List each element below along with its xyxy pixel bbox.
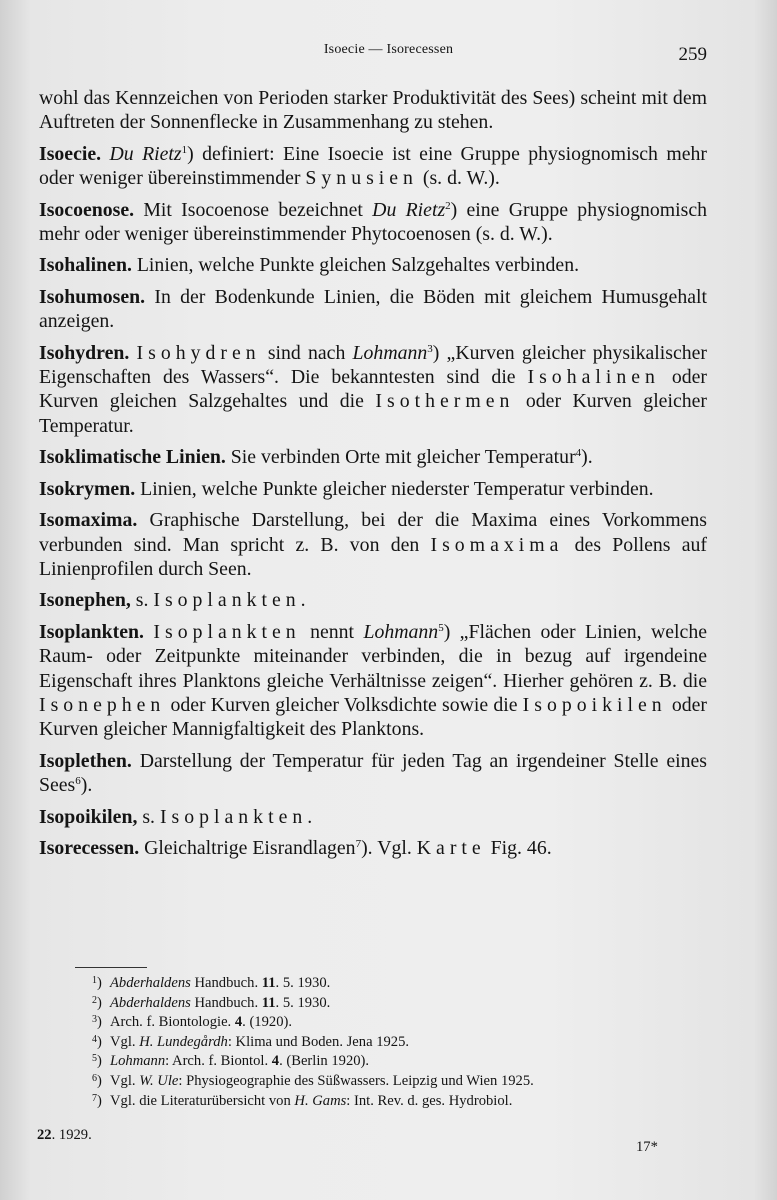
entry-term: Isoecie. [39,142,102,165]
author-name: Lohmann [110,1053,166,1070]
footnote-ref: 6 [75,775,81,788]
spaced-term: Isohalinen [527,366,660,389]
entry-isoplankten [39,620,707,742]
entry-text: oder Kurven gleichen Salzgehaltes und die [39,366,707,413]
entry-term: Isopoikilen, [39,805,138,828]
entry-text: oder Kurven gleicher Volksdichte sowie die [165,693,523,716]
entry-isoklimatische-linien [39,445,707,469]
entry-isohalinen [39,253,707,277]
entry-continuation [39,86,707,135]
footnote-number: 5 [92,1053,97,1065]
footnote-ref: 5 [438,621,444,634]
footnote-4: $^4$) Vgl. H. Lundegårdh: Klima und Boden. Jena 1925. [92,1033,410,1050]
entry-text: (s. d. W.). [417,167,500,190]
author-name: Du Rietz [109,142,182,165]
entry-term: Isoplethen. [39,749,132,772]
entry-isocoenose [39,198,707,247]
footnote-ref: 1 [181,143,188,156]
author-name: W. Ule [139,1072,179,1089]
entry-text: ). [581,446,593,469]
author-name: H. Lundegårdh [139,1033,228,1050]
entry-text: s. [130,589,154,612]
footnote-5: $^5$) Lohmann: Arch. f. Biontol. 4. (Berlin 1920). [92,1053,370,1070]
entry-term: Isoklimatische Linien. [39,446,226,469]
author-name: Lohmann [363,620,439,643]
footnote-number: 2 [92,994,97,1006]
author-name: Du Rietz [372,198,446,221]
author-name: H. Gams [294,1092,347,1109]
entry-term: Isorecessen. [39,836,140,859]
footnote-text: . 1929. [51,1127,92,1143]
spaced-term: Isoplankten [153,620,301,643]
footnote-text: Handbuch. [190,975,262,991]
footnote-1: $^1$) Abderhaldens Handbuch. 11. 5. 1930. [92,975,331,991]
entry-term: Isohalinen. [39,254,132,277]
entry-text: ) definiert: Eine Isoecie ist eine Gruppe physiognomisch mehr oder weniger übereinstimmender [39,142,707,190]
entry-text: sind nach [260,341,353,364]
entry-term: Isohumosen. [39,285,146,308]
entry-text: Mit Isocoenose bezeichnet [134,198,373,221]
footnote-text: : Physiogeographie des Süßwassers. Leipzig und Wien 1925. [178,1072,534,1089]
entry-text: Darstellung der Temperatur für jeden Tag an irgendeiner Stelle eines Sees [39,749,707,797]
entry-text: s. [137,805,160,828]
footnote-text: Arch. f. Biontologie. [110,1014,235,1031]
footnote-text: Vgl. [110,1072,140,1089]
volume-number: 11 [261,975,276,991]
entry-text: ) eine Gruppe physiognomisch mehr oder weniger übereinstimmender Phytocoenosen (s. d. W.). [39,198,707,246]
entry-isohumosen [39,285,707,334]
author-name: Abderhaldens [110,975,191,991]
entry-text: ). [80,774,93,797]
spaced-term: Isomaxima [430,533,564,556]
footnote-divider [75,967,147,968]
spaced-term: Isothermen [375,390,515,413]
entry-text: des Pollens auf Linienprofilen durch Seen. [39,533,707,580]
page-number: 259 [678,44,707,65]
entry-isoplethen [39,749,707,798]
entry-text: ) „Kurven gleicher physikalischer Eigenschaften des Wassers“. Die bekanntesten sind die [39,341,707,389]
author-name: Lohmann [352,341,428,364]
entry-text: Linien, welche Punkte gleichen Salzgehaltes verbinden. [131,254,580,277]
footnote-ref: 7 [355,837,362,850]
footnote-7: $^7$) Vgl. die Literaturübersicht von H. Gams: Int. Rev. d. ges. Hydrobiol. [92,1092,513,1109]
footnote-3: $^3$) Arch. f. Biontologie. 4. (1920). [92,1014,292,1031]
entry-text: Sie verbinden Orte mit gleicher Temperatur [225,446,576,469]
footnotes [92,974,712,1111]
entry-text: Gleichaltrige Eisrandlagen [139,836,356,859]
entry-text: wohl das Kennzeichen von Perioden starker Produktivität des Sees) scheint mit dem Auftreten der Sonnenflecke in Zusammenhang zu stehen. [39,87,707,134]
entry-text: ) „Flächen oder Linien, welche Raum- oder Zeitpunkte miteinander verbinden, die in bezug auf irgendeine Eigenschaft ihres Planktons gleiche Verhältnisse zeigen“. Hierher gehören z. B. die [39,620,708,692]
running-header: Isoecie — Isorecessen [323,42,454,57]
volume-number: 4 [271,1053,280,1070]
entry-isohydren [39,341,707,439]
entry-isomaxima [39,508,707,581]
footnote-2: $^2$) Abderhaldens Handbuch. 11. 5. 1930. [92,994,331,1011]
entry-text: ). Vgl. [361,836,417,859]
spaced-term: Karte [416,836,486,859]
footnote-7-continuation [37,1127,92,1144]
footnote-text: : Arch. f. Biontol. [165,1053,272,1070]
entry-text: Graphische Darstellung, bei der die Maxima eines Vorkommens verbunden sind. Man spricht z. B. von den [39,509,707,556]
cross-reference: Isoplankten. [159,805,318,828]
spaced-term: Isohydren [136,341,261,364]
footnote-number: 7 [92,1092,97,1104]
footnote-text: Vgl. die Literaturübersicht von [110,1092,295,1109]
footnote-number: 3 [92,1014,97,1026]
volume-number: 4 [234,1014,243,1031]
footnote-text: : Klima und Boden. Jena 1925. [227,1033,410,1050]
volume-number: 11 [261,994,276,1011]
spaced-term: Isopoikilen [522,693,667,716]
footnote-ref: 4 [575,447,582,460]
spaced-term: Synusien [305,167,418,190]
footnote-6: $^6$) Vgl. W. Ule: Physiogeographie des Süßwassers. Leipzig und Wien 1925. [92,1072,534,1089]
footnote-text: . 5. 1930. [275,975,331,991]
entry-isopoikilen [39,805,707,829]
footnote-text: Handbuch. [190,994,262,1011]
footnote-text: . 5. 1930. [275,994,331,1011]
entry-term: Isonephen, [39,589,131,612]
entry-isonephen [39,588,707,612]
spaced-term: Isonephen [39,693,166,716]
entry-text: In der Bodenkunde Linien, die Böden mit gleichem Humusgehalt anzeigen. [39,285,707,333]
footnote-number: 6 [92,1072,97,1084]
footnote-number: 4 [92,1033,97,1045]
footnote-text: . (1920). [242,1014,292,1031]
footnote-text: . (Berlin 1920). [279,1053,370,1070]
footnote-text: Vgl. [110,1033,140,1050]
signature-mark: 17* [636,1139,658,1155]
entry-text: Fig. 46. [485,836,552,859]
page-body [39,86,707,867]
entry-isokrymen [39,477,707,501]
footnote-ref: 2 [445,199,451,212]
entry-isorecessen [39,836,707,860]
footnote-number: 1 [92,975,97,986]
entry-text: oder Kurven gleicher Mannigfaltigkeit des Planktons. [39,693,708,741]
cross-reference: Isoplankten. [153,589,311,612]
entry-term: Isomaxima. [39,509,138,532]
entry-term: Isohydren. [39,341,130,364]
entry-text: Linien, welche Punkte gleicher niederster Temperatur verbinden. [135,477,654,500]
entry-term: Isocoenose. [39,198,135,221]
entry-term: Isoplankten. [39,620,144,643]
volume-number: 22 [37,1127,52,1143]
author-name: Abderhaldens [110,994,191,1011]
entry-text: oder Kurven gleicher Temperatur. [39,390,707,437]
entry-isoecie [39,142,707,191]
entry-text: nennt [300,620,364,643]
footnote-text: : Int. Rev. d. ges. Hydrobiol. [346,1092,513,1109]
footnote-ref: 3 [427,342,433,355]
entry-term: Isokrymen. [39,477,136,500]
